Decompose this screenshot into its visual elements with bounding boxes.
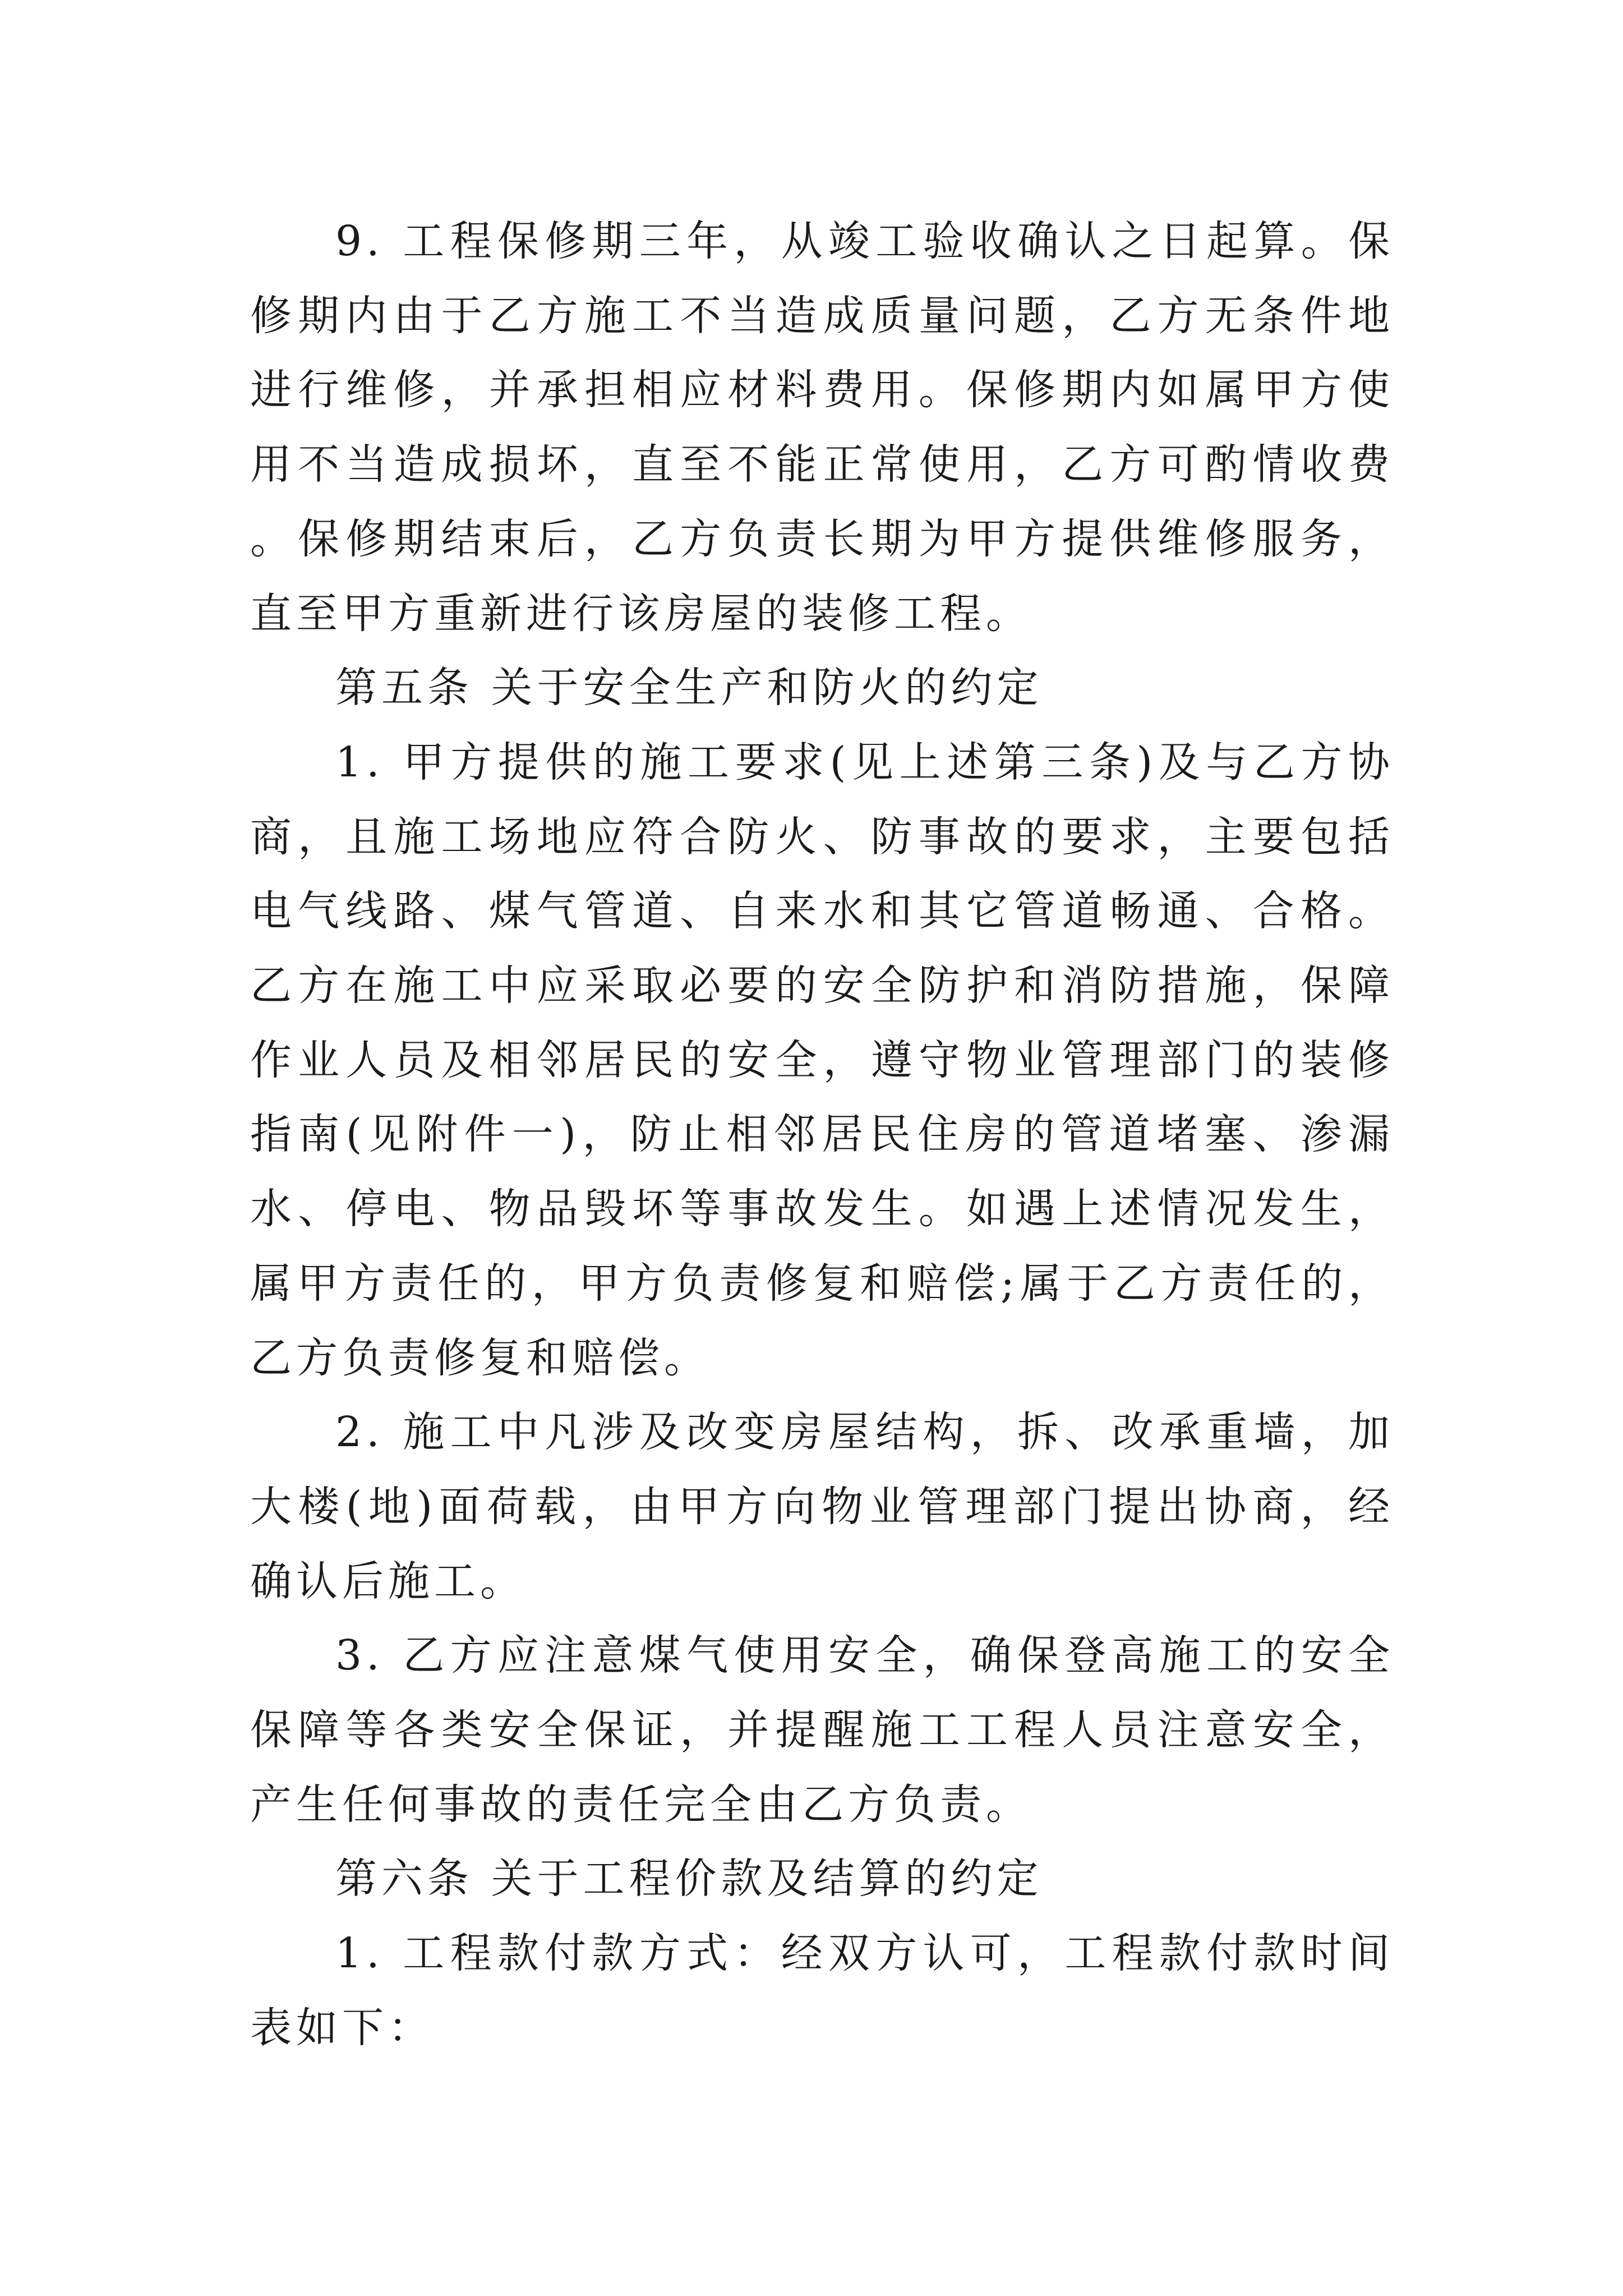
- article-5-item-1: 1. 甲方提供的施工要求(见上述第三条)及与乙方协商，且施工场地应符合防火、防事故的要求，主要包括电气线路、煤气管道、自来水和其它管道畅通、合格。乙方在施工中应采取必要的安全防护和消防措施，保障作业人员及相邻居民的安全，遵守物业管理部门的装修指南(见附件一)，防止相邻居民住房的管道堵塞、渗漏水、停电、物品毁坏等事故发生。如遇上述情况发生，属甲方责任的，甲方负责修复和赔偿;属于乙方责任的，乙方负责修复和赔偿。: [250, 738, 1394, 1382]
- document-body: [250, 204, 1394, 2065]
- article-6-item-1: 1. 工程款付款方式：经双方认可，工程款付款时间表如下：: [250, 1929, 1394, 2052]
- article-6-heading: 第六条 关于工程价款及结算的约定: [335, 1855, 1043, 1903]
- article-5-item-2: 2. 施工中凡涉及改变房屋结构，拆、改承重墙，加大楼(地)面荷载，由甲方向物业管理部门提出协商，经确认后施工。: [250, 1408, 1394, 1605]
- clause-4-item-9-warranty: 9. 工程保修期三年，从竣工验收确认之日起算。保修期内由于乙方施工不当造成质量问题，乙方无条件地进行维修，并承担相应材料费用。保修期内如属甲方使用不当造成损坏，直至不能正常使用，乙方可酌情收费。保修期结束后，乙方负责长期为甲方提供维修服务，直至甲方重新进行该房屋的装修工程。: [250, 217, 1394, 638]
- article-5-item-3: 3. 乙方应注意煤气使用安全，确保登高施工的安全保障等各类安全保证，并提醒施工工程人员注意安全，产生任何事故的责任完全由乙方负责。: [250, 1631, 1394, 1829]
- article-5-heading: 第五条 关于安全生产和防火的约定: [335, 664, 1043, 712]
